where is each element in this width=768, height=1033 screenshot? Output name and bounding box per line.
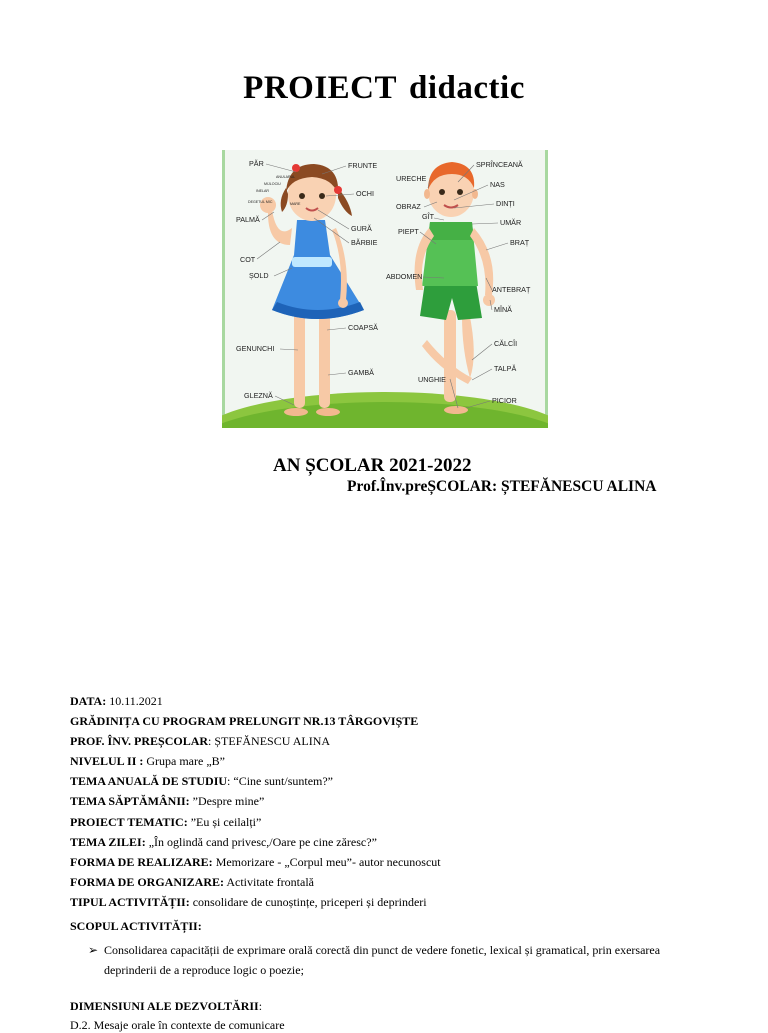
school-year: AN ȘCOLAR 2021-2022 [273,455,472,476]
label-frunte: FRUNTE [348,161,378,170]
label-anularul: ANULARUL [276,175,296,179]
detail-row-organization-form [70,872,750,892]
label-cot: COT [240,255,256,264]
label-ureche: URECHE [396,174,427,183]
label-degetul-mic: DEGETUL MIC [248,200,273,204]
label-antebrat: ANTEBRAȚ [492,285,531,294]
detail-row-teacher [70,731,750,751]
detail-row-kindergarten [70,711,750,731]
label-dinti: DINȚI [496,199,515,208]
scope-bullet [88,940,708,980]
label-glezna: GLEZNĂ [244,391,273,400]
detail-label: FORMA DE ORGANIZARE: [70,874,225,889]
label-obraz: OBRAZ [396,202,421,211]
dimensions-heading-text: DIMENSIUNI ALE DEZVOLTĂRII [70,999,259,1013]
detail-row-realization-form [70,852,750,872]
scope-heading: SCOPUL ACTIVITĂȚII: [70,919,202,933]
detail-row-date [70,691,750,711]
dimensions-heading [70,999,262,1014]
detail-value: Activitate frontală [224,874,314,889]
label-sprinceana: SPRÎNCEANĂ [476,160,523,169]
label-piept: PIEPT [398,227,419,236]
detail-label: TEMA ZILEI: [70,834,146,849]
detail-label: NIVELUL II : [70,754,144,769]
detail-label: TEMA SĂPTĂMÂNII: [70,794,190,809]
label-gura: GURĂ [351,224,372,233]
project-details [70,691,750,912]
label-sold: ȘOLD [249,271,269,280]
detail-row-week-theme [70,791,750,811]
cutoff-line: D.2. Mesaje orale în contexte de comunicare [70,1018,285,1032]
detail-row-day-theme [70,832,750,852]
detail-value: ”Despre mine” [189,794,265,809]
label-genunchi: GENUNCHI [236,344,275,353]
detail-value: consolidare de cunoștințe, priceperi și deprinderi [189,894,427,909]
label-mare: MARE [290,202,301,206]
detail-label: TIPUL ACTIVITĂȚII: [70,894,190,909]
detail-row-activity-type [70,892,750,912]
label-abdomen: ABDOMEN [386,272,423,281]
label-barbie: BĂRBIE [351,238,378,247]
label-nas: NAS [490,180,505,189]
label-inelar: INELAR [256,189,269,193]
body-parts-illustration [222,150,548,428]
detail-value: 10.11.2021 [106,694,163,708]
page-title [0,70,768,107]
detail-value: Memorizare - „Corpul meu”- autor necunoscut [212,854,441,869]
label-git: GÎT [422,212,434,221]
detail-value: : ȘTEFĂNESCU ALINA [208,734,331,749]
label-picior: PICIOR [492,396,517,405]
dimensions-colon: : [258,999,263,1013]
detail-value: : “Cine sunt/suntem?” [227,774,334,789]
label-umar: UMĂR [500,218,522,227]
detail-label: DATA: [70,694,107,708]
title-word-1: PROIECT [243,70,398,106]
label-talpa: TALPĂ [494,364,517,373]
scope-text: Consolidarea capacității de exprimare orală corectă din punct de vedere fonetic, lexical și gramatical, prin exersarea deprinderii de a reproduce logic o poezie; [104,943,661,977]
detail-row-level [70,751,750,771]
detail-label: PROIECT TEMATIC: [70,814,188,829]
detail-value: „În oglindă cand privesc,/Oare pe cine zăresc?” [145,834,377,849]
label-unghie: UNGHIE [418,375,446,384]
detail-label: TEMA ANUALĂ DE STUDIU [70,774,228,789]
detail-row-thematic-project [70,812,750,832]
label-calcii: CĂLCÎI [494,339,518,348]
detail-label: FORMA DE REALIZARE: [70,854,213,869]
detail-label: PROF. ÎNV. PREȘCOLAR [70,734,209,749]
label-ochi: OCHI [356,189,374,198]
teacher-line: Prof.Înv.preȘCOLAR: ȘTEFĂNESCU ALINA [347,478,657,495]
label-palma: PALMĂ [236,215,260,224]
detail-value: Grupa mare „B” [143,754,225,769]
detail-row-annual-theme [70,771,750,791]
body-parts-svg [222,150,548,428]
label-mijlociu: MIJLOCIU [264,182,281,186]
detail-label: GRĂDINIȚA CU PROGRAM PRELUNGIT NR.13 TÂRGOVIȘTE [70,714,419,729]
label-gamba: GAMBĂ [348,368,374,377]
label-mina: MÎNĂ [494,305,512,314]
title-word-2: didactic [409,70,525,106]
label-brat: BRAȚ [510,238,530,247]
label-par: PĂR [249,159,264,168]
label-coapsa: COAPSĂ [348,323,378,332]
arrow-bullet-icon: ➢ [88,943,99,957]
detail-value: ”Eu și ceilalți” [187,814,262,829]
